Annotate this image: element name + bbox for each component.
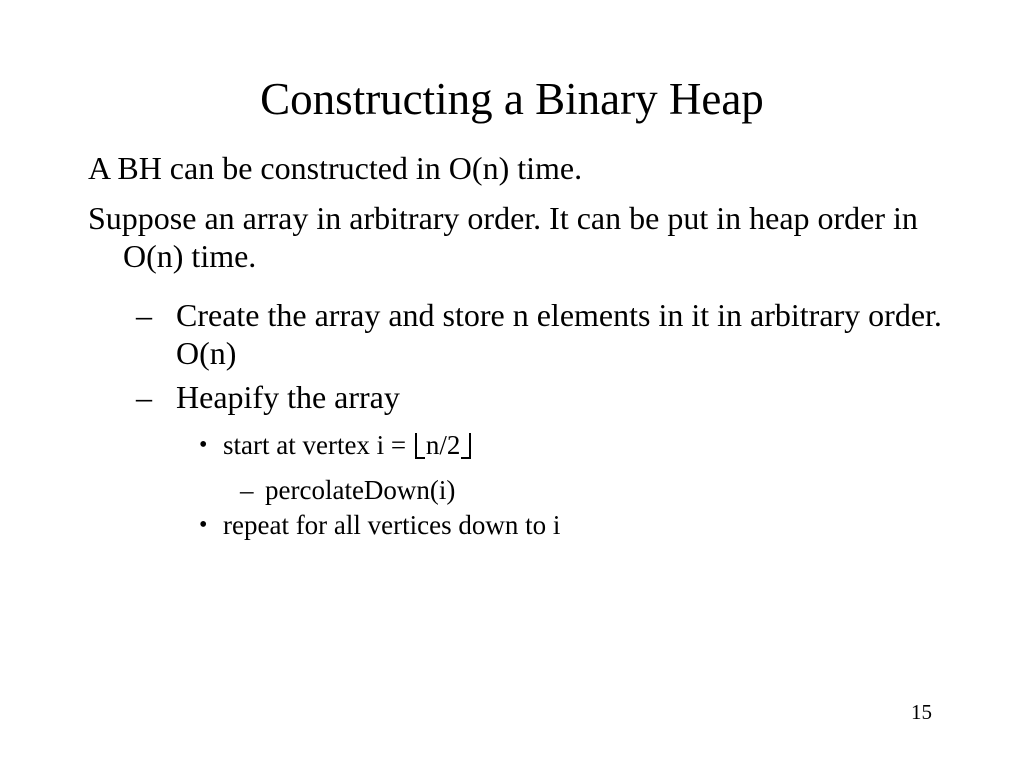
page-number: 15 (911, 700, 932, 724)
floor-expression-value: n/2 (425, 430, 461, 460)
bullet-item-text: start at vertex i = (223, 430, 413, 460)
dash-marker: – (136, 379, 152, 415)
dash-marker: – (240, 475, 254, 505)
bullet-item-create-array (136, 296, 966, 372)
bullet-item-text: repeat for all vertices down to i (223, 510, 561, 540)
bullet-item-text: Heapify the array (176, 379, 400, 415)
bullet-item-heapify (136, 378, 400, 416)
bullet-item-percolate-down (240, 473, 456, 507)
paragraph-suppose-array: Suppose an array in arbitrary order. It can be put in heap order in O(n) time. (88, 200, 918, 274)
bullet-item-repeat-vertices (199, 508, 561, 542)
bullet-marker: • (199, 512, 208, 538)
bullet-marker: • (199, 432, 208, 458)
slide-title: Constructing a Binary Heap (260, 74, 764, 124)
bullet-item-text: percolateDown(i) (265, 475, 456, 505)
dash-marker: – (136, 297, 152, 333)
bullet-item-start-vertex (199, 428, 471, 462)
floor-expression (413, 430, 472, 460)
floor-close-bracket-icon (461, 433, 471, 459)
paragraph-bh-construct: A BH can be constructed in O(n) time. (88, 150, 583, 186)
bullet-item-text: Create the array and store n elements in it in arbitrary order. O(n) (176, 297, 942, 371)
floor-open-bracket-icon (415, 433, 425, 459)
